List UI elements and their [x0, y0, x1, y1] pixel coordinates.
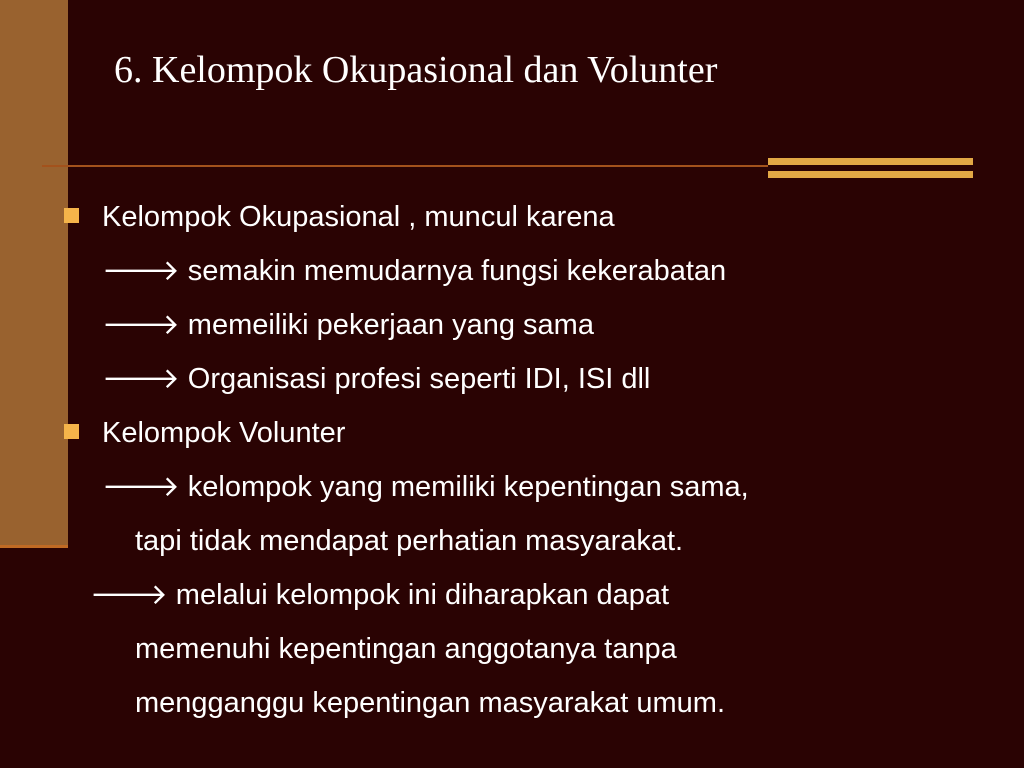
decorative-bar-lower	[768, 171, 973, 178]
decorative-double-bar	[768, 158, 973, 180]
arrow-line	[102, 298, 594, 352]
square-bullet-icon	[64, 208, 79, 223]
arrow-line-text: semakin memudarnya fungsi kekerabatan	[187, 255, 727, 287]
arrow-line	[102, 460, 749, 514]
right-arrow-icon: 🡒	[90, 579, 168, 611]
arrow-line	[102, 244, 726, 298]
arrow-line-text: memeiliki pekerjaan yang sama	[187, 309, 594, 341]
left-accent-band	[0, 0, 68, 545]
bullet-text: Kelompok Okupasional , muncul karena	[102, 201, 615, 233]
right-arrow-icon: 🡒	[102, 363, 180, 395]
right-arrow-icon: 🡒	[102, 255, 180, 287]
right-arrow-icon: 🡒	[102, 309, 180, 341]
slide-title: 6. Kelompok Okupasional dan Volunter	[114, 49, 718, 91]
arrow-line-text: kelompok yang memiliki kepentingan sama,	[187, 471, 749, 503]
bullet-text: Kelompok Volunter	[102, 417, 346, 449]
left-accent-band-edge	[0, 545, 68, 548]
arrow-line	[102, 352, 650, 406]
decorative-bar-upper	[768, 158, 973, 165]
arrow-line-text: melalui kelompok ini diharapkan dapat	[175, 579, 670, 611]
continuation-text: mengganggu kepentingan masyarakat umum.	[135, 687, 726, 719]
arrow-line	[90, 568, 669, 622]
arrow-line-text: Organisasi profesi seperti IDI, ISI dll	[187, 363, 651, 395]
title-divider-line	[42, 165, 768, 167]
continuation-text: memenuhi kepentingan anggotanya tanpa	[135, 633, 677, 665]
right-arrow-icon: 🡒	[102, 471, 180, 503]
continuation-text: tapi tidak mendapat perhatian masyarakat.	[135, 525, 684, 557]
square-bullet-icon	[64, 424, 79, 439]
